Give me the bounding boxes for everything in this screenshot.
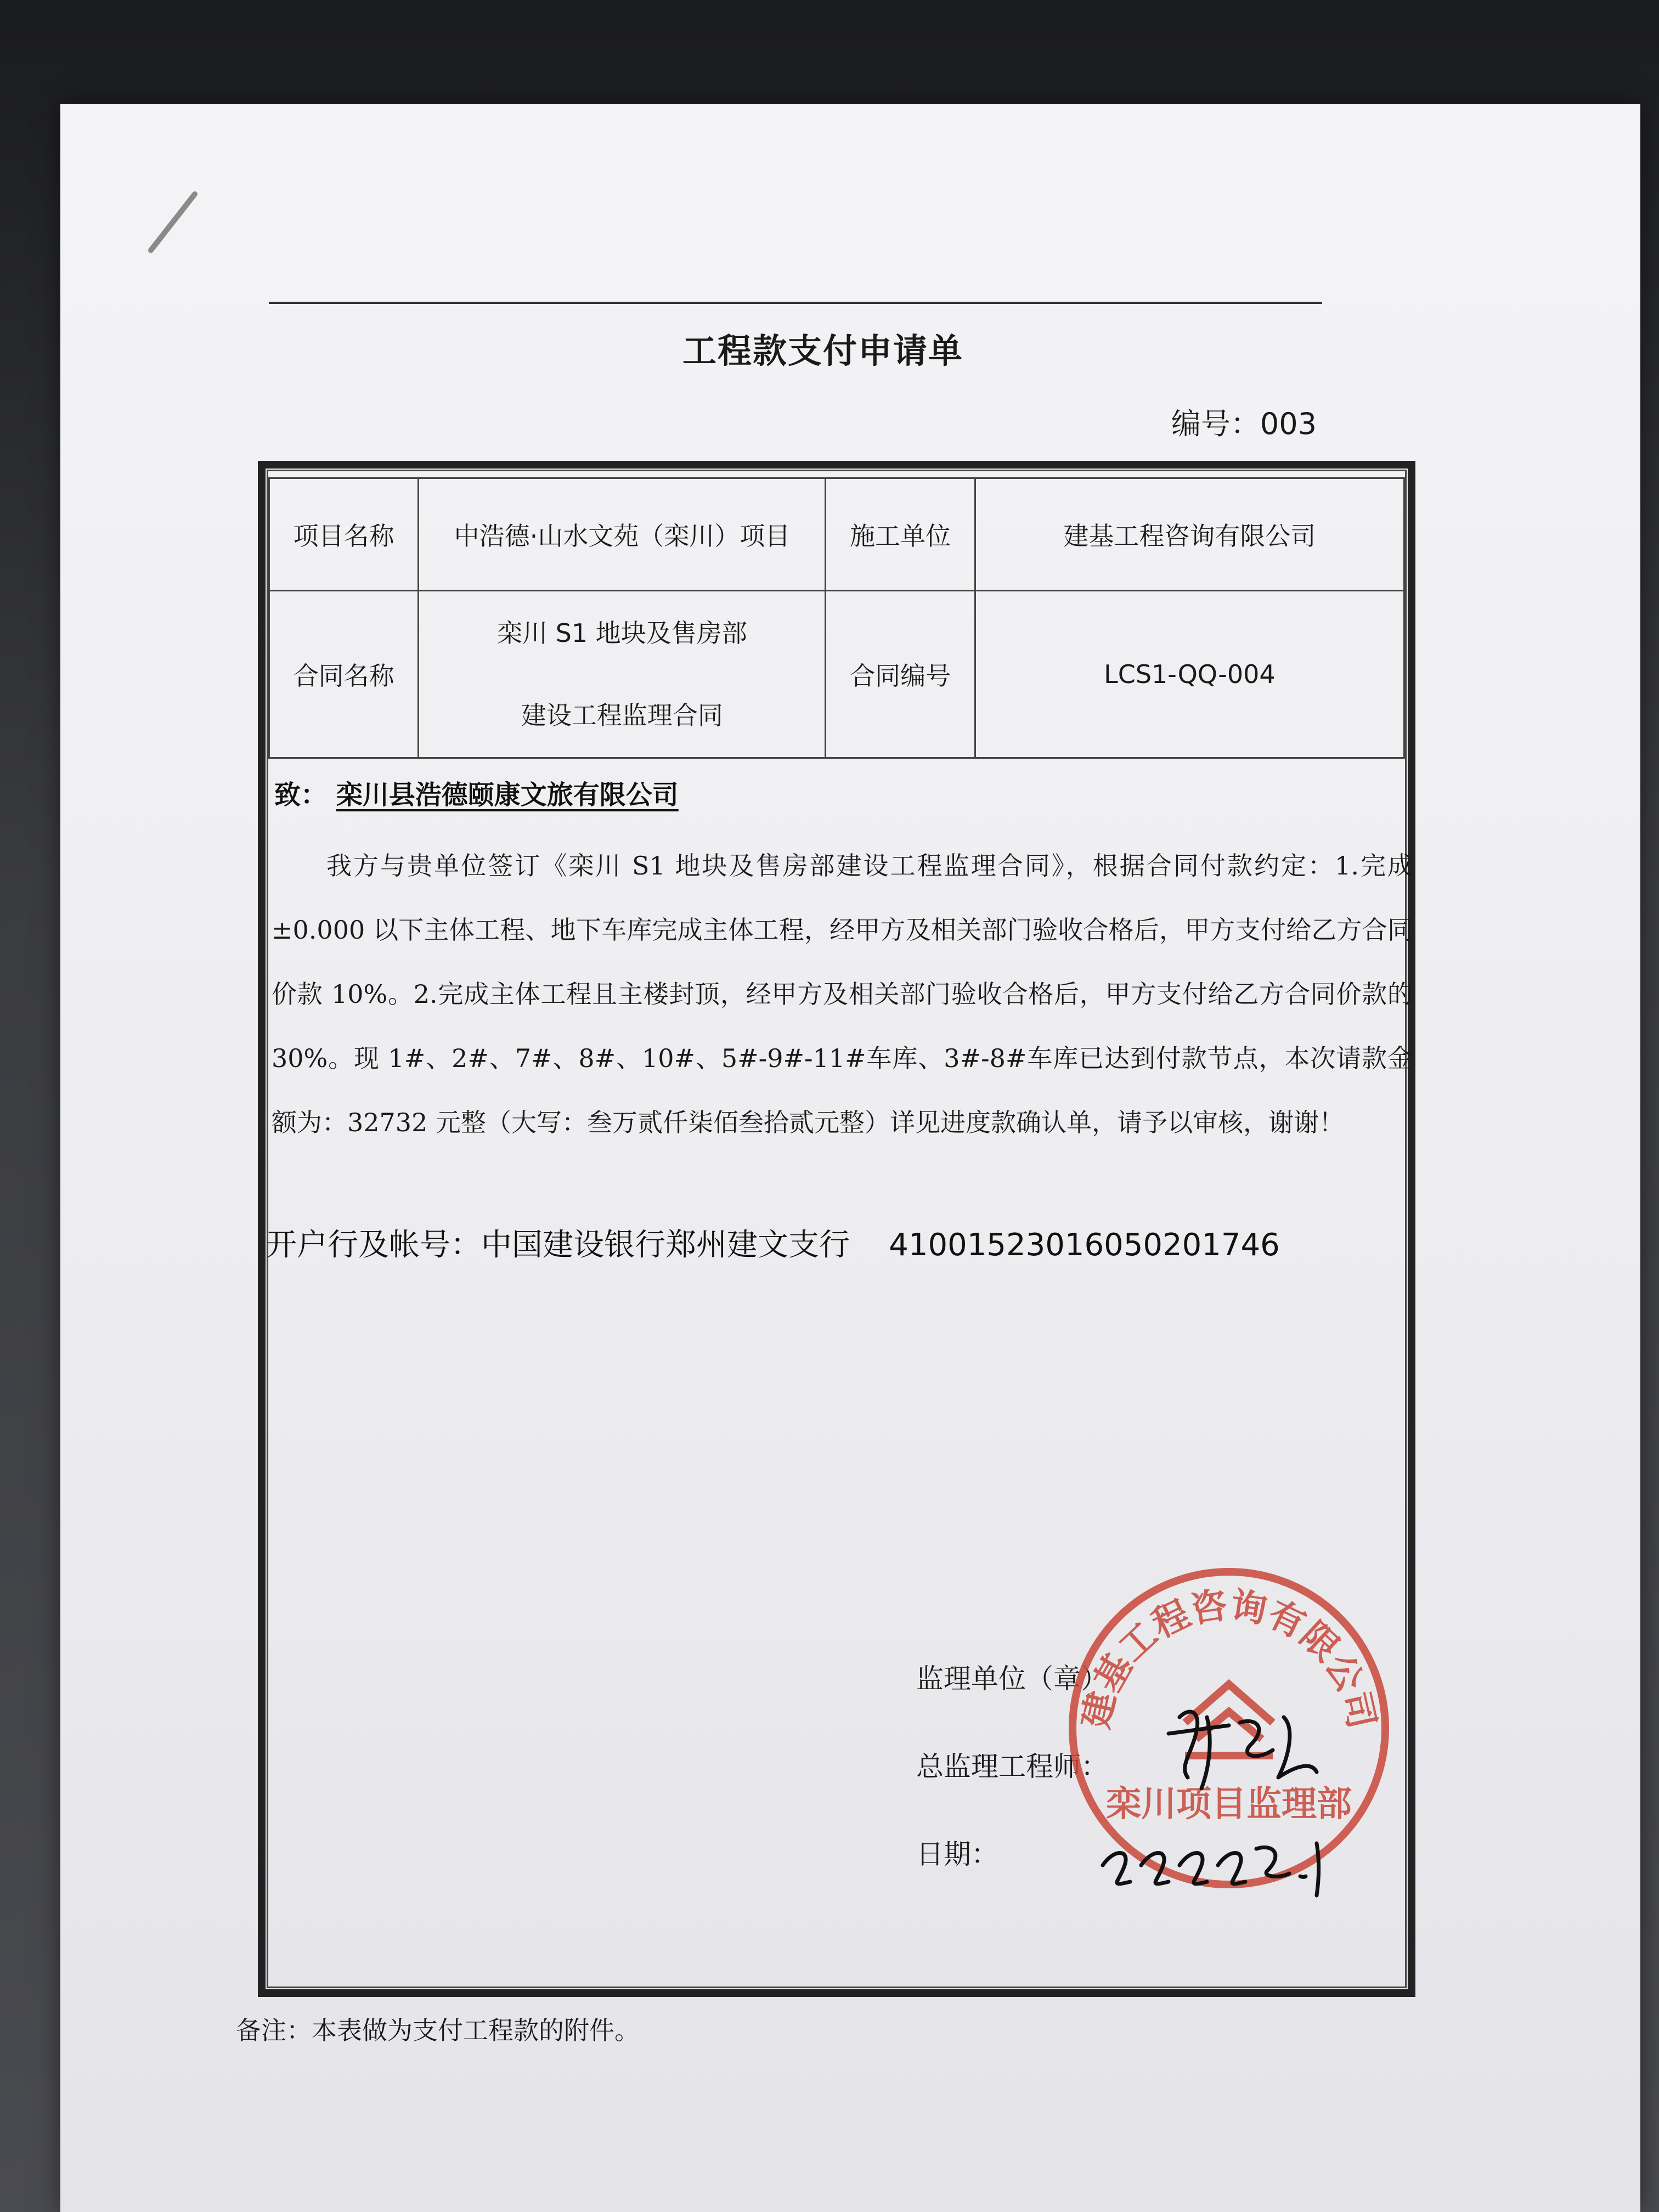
contract-name-line2: 建设工程监理合同 — [521, 701, 723, 730]
table-row — [269, 591, 1404, 758]
project-name-label: 项目名称 — [269, 478, 419, 591]
date-label: 日期： — [916, 1838, 998, 1870]
supervision-unit-label: 监理单位（章） — [916, 1663, 1108, 1695]
serial-number: 编号：003 — [1171, 407, 1317, 441]
contract-name-value — [419, 591, 826, 758]
contract-no-label: 合同编号 — [826, 591, 975, 758]
document-title: 工程款支付申请单 — [682, 331, 963, 371]
contractor-value: 建基工程咨询有限公司 — [975, 478, 1404, 591]
contractor-label: 施工单位 — [826, 478, 975, 591]
addressee-prefix: 致： — [274, 780, 328, 810]
table-row — [269, 478, 1404, 591]
seal-inner-text: 栾川项目监理部 — [1106, 1784, 1352, 1825]
header-rule — [269, 302, 1322, 304]
request-body-text: 我方与贵单位签订《栾川 S1 地块及售房部建设工程监理合同》，根据合同付款约定：1.完成±0.000 以下主体工程、地下车库完成主体工程，经甲方及相关部门验收合格后，甲方支付给乙方合同价款 10%。2.完成主体工程且主楼封顶，经甲方及相关部门验收合格后，甲方支付给乙方合同价款的 30%。现 1#、2#、7#、8#、10#、5#-9#-11#车库、3#-8#车库已达到付款节点，本次请款金额为：32732 元整（大写：叁万贰仟柒佰叁拾贰元整）详见进度款确认单，请予以审核，谢谢！ — [272, 851, 1413, 1137]
contract-no-value: LCS1-QQ-004 — [975, 591, 1404, 758]
handwritten-signature-icon — [1070, 1684, 1377, 1915]
chief-engineer-label: 总监理工程师： — [916, 1751, 1108, 1782]
seal-outer-text: 建基工程咨询有限公司 — [1074, 1584, 1384, 1733]
contract-name-label: 合同名称 — [269, 591, 419, 758]
contract-name-line1: 栾川 S1 地块及售房部 — [497, 618, 747, 648]
bank-account-line: 开户行及帐号：中国建设银行郑州建文支行 41001523016050201746 — [266, 1227, 1280, 1263]
addressee — [274, 774, 679, 811]
project-name-value: 中浩德·山水文苑（栾川）项目 — [419, 478, 826, 591]
footnote: 备注：本表做为支付工程款的附件。 — [236, 2016, 640, 2045]
addressee-name: 栾川县浩德颐康文旅有限公司 — [336, 780, 679, 810]
info-table — [268, 477, 1405, 759]
